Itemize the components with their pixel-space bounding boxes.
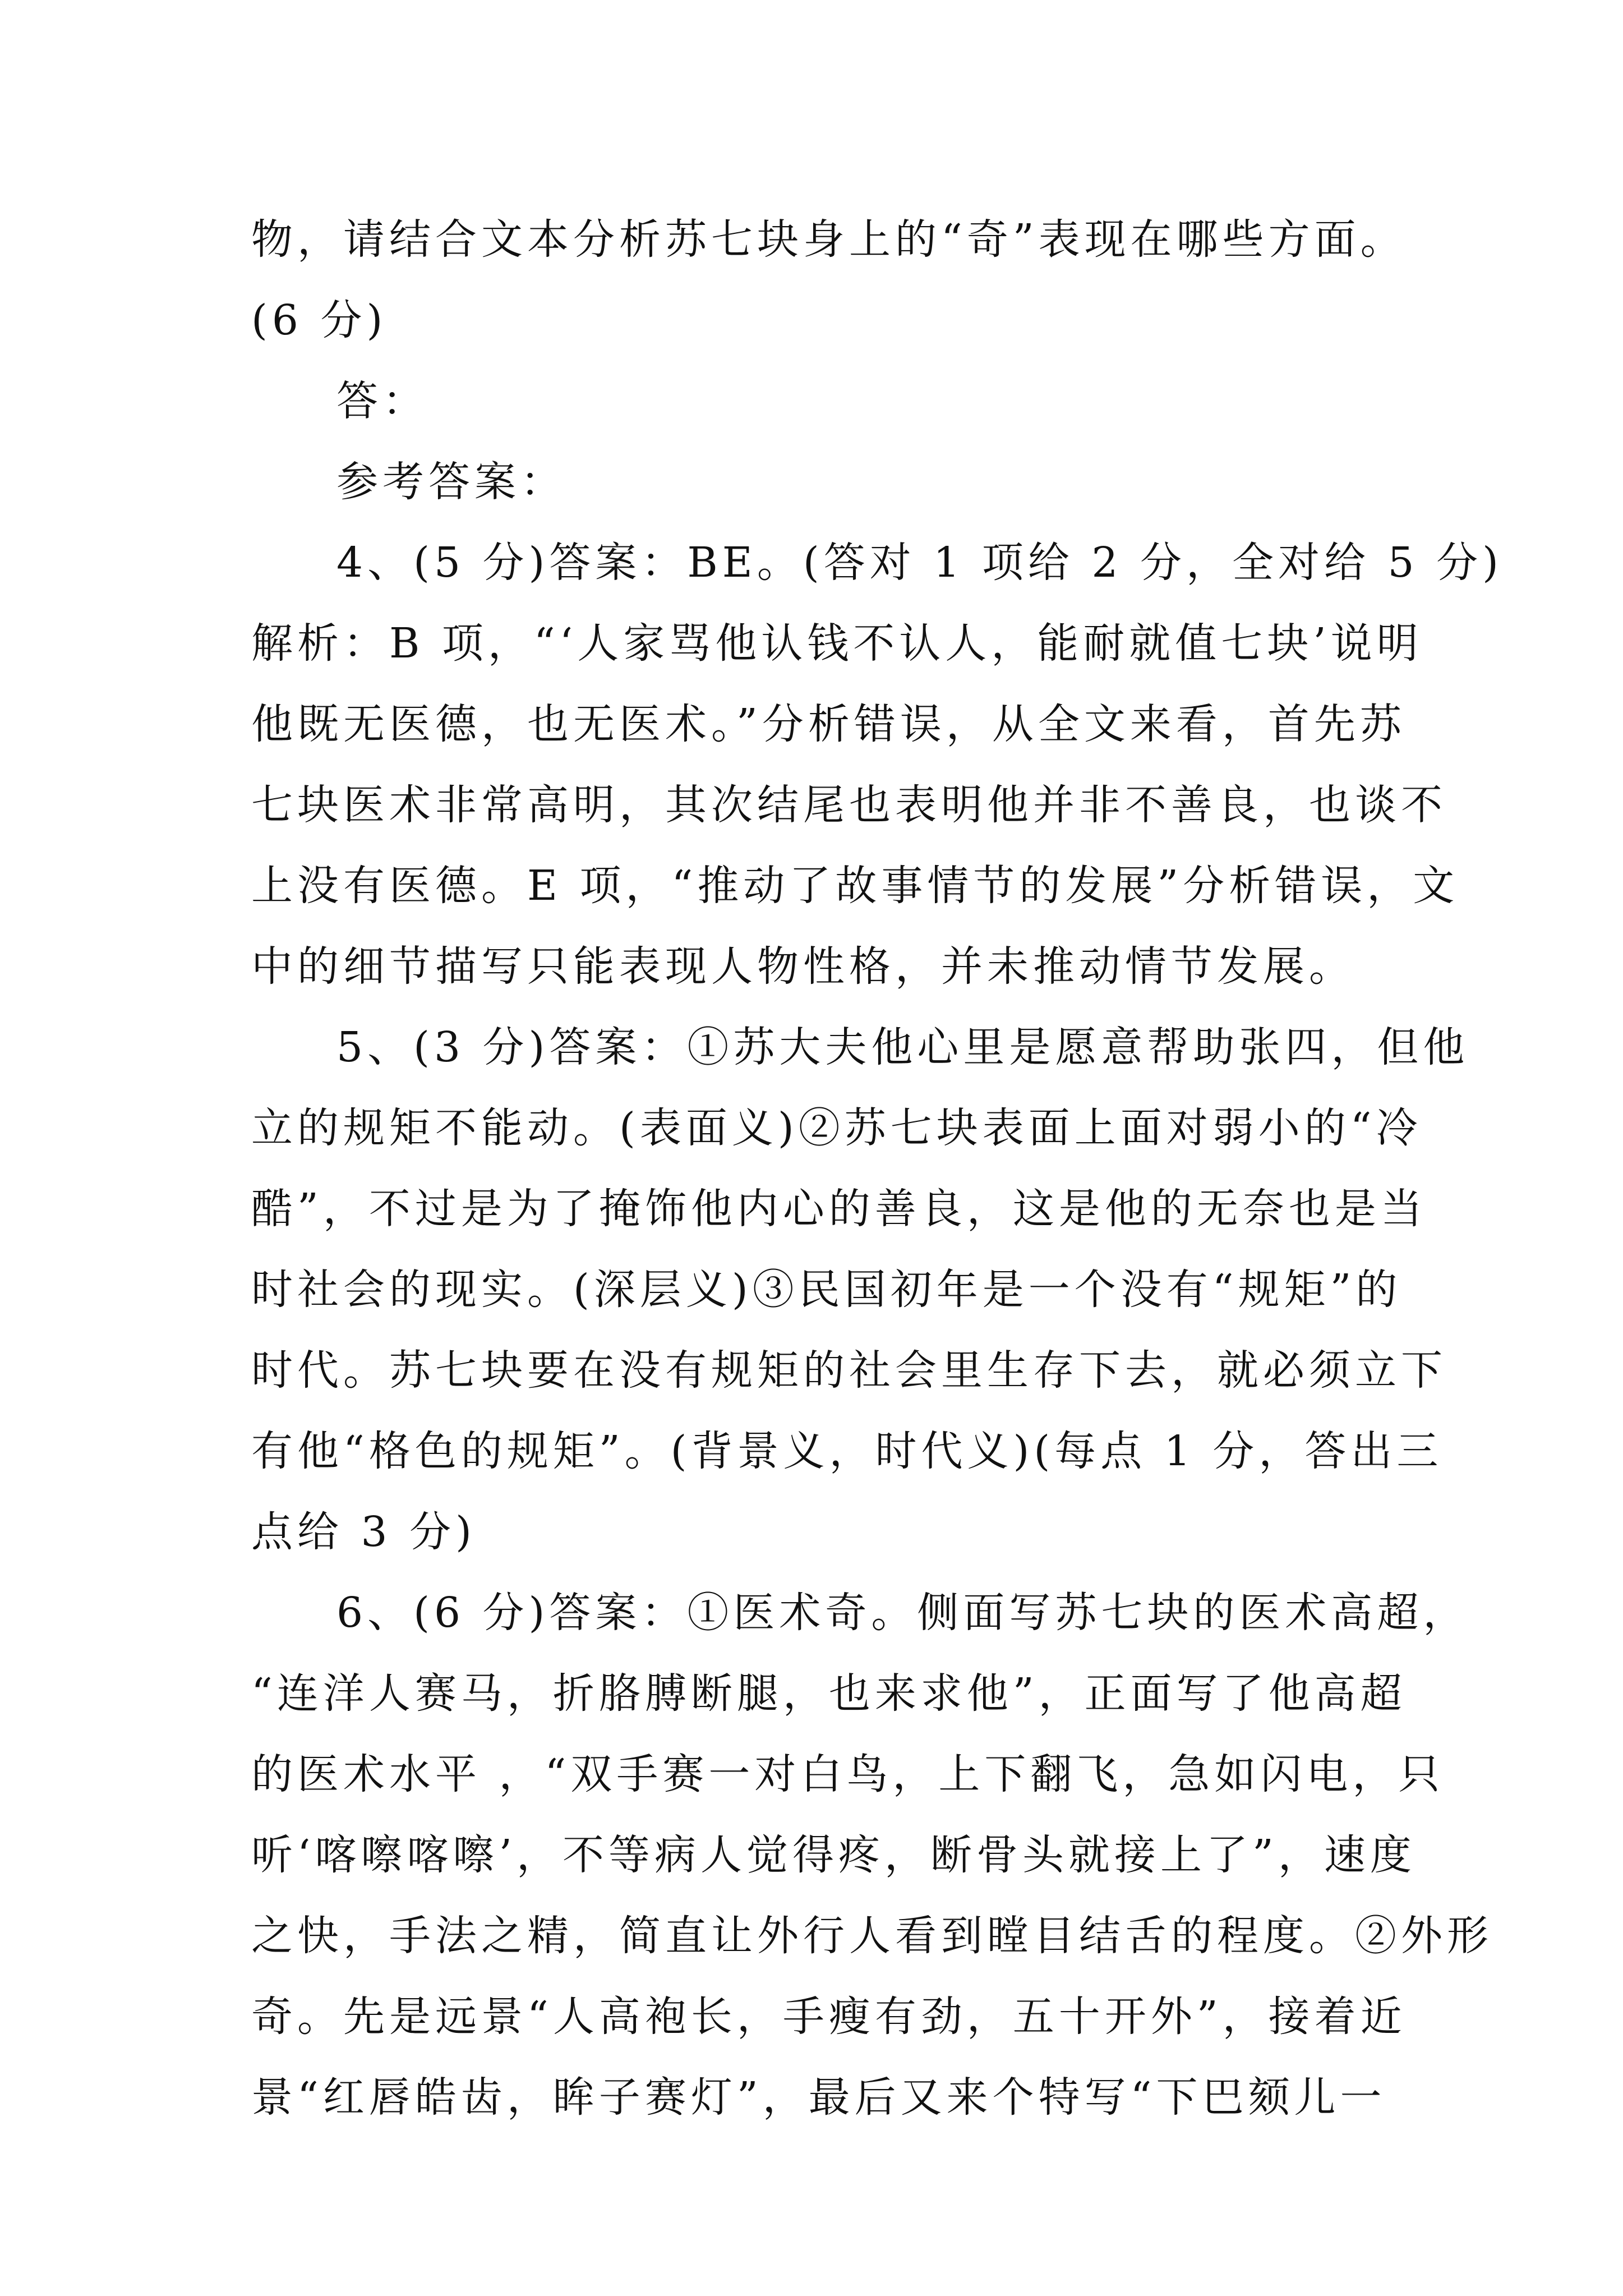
text-line: 时代。苏七块要在没有规矩的社会里生存下去，就必须立下 [251,1346,1447,1395]
text-line: 立的规矩不能动。(表面义)②苏七块表面上面对弱小的“冷 [251,1104,1422,1152]
document-body [251,199,1503,2138]
reference-answer-heading: 参考答案： [336,458,566,506]
text-line: 七块医术非常高明，其次结尾也表明他并非不善良，也谈不 [251,781,1447,829]
text-line: 有他“格色的规矩”。(背景义，时代义)(每点 1 分，答出三 [251,1427,1443,1475]
text-line: (6 分) [251,296,388,344]
answer-6-line: 6、(6 分)答案：①医术奇。侧面写苏七块的医术高超， [336,1589,1469,1637]
text-line: 中的细节描写只能表现人物性格，并未推动情节发展。 [251,942,1355,991]
text-line: 物，请结合文本分析苏七块身上的“奇”表现在哪些方面。 [251,215,1407,264]
answer-5-line: 5、(3 分)答案：①苏大夫他心里是愿意帮助张四，但他 [336,1023,1469,1071]
text-line: 时社会的现实。(深层义)③民国初年是一个没有“规矩”的 [251,1266,1402,1314]
text-line: 点给 3 分) [251,1508,476,1556]
answer-4-line: 4、(5 分)答案：BE。(答对 1 项给 2 分，全对给 5 分) [336,539,1503,587]
text-line: 之快，手法之精，简直让外行人看到瞠目结舌的程度。②外形 [251,1912,1493,1960]
text-line: 景“红唇皓齿，眸子赛灯”，最后又来个特写“下巴颏儿一 [251,2073,1386,2122]
text-line: 他既无医德，也无医术。”分析错误，从全文来看，首先苏 [251,700,1406,748]
text-line: 解析：B 项，“‘人家骂他认钱不认人，能耐就值七块’说明 [251,619,1423,668]
text-line: 听‘喀嚓喀嚓’，不等病人觉得疼，断骨头就接上了”，速度 [251,1831,1416,1879]
text-line: 的医术水平 ，“双手赛一对白鸟，上下翻飞，急如闪电，只 [251,1750,1445,1798]
text-line: 上没有医德。E 项，“推动了故事情节的发展”分析错误，文 [251,862,1459,910]
answer-label: 答： [336,377,428,425]
text-line: 酷”，不过是为了掩饰他内心的善良，这是他的无奈也是当 [251,1185,1427,1233]
text-line: 奇。先是远景“人高袍长，手瘦有劲，五十开外”，接着近 [251,1993,1407,2041]
text-line: “连洋人赛马，折胳膊断腿，也来求他”，正面写了他高超 [251,1669,1407,1718]
